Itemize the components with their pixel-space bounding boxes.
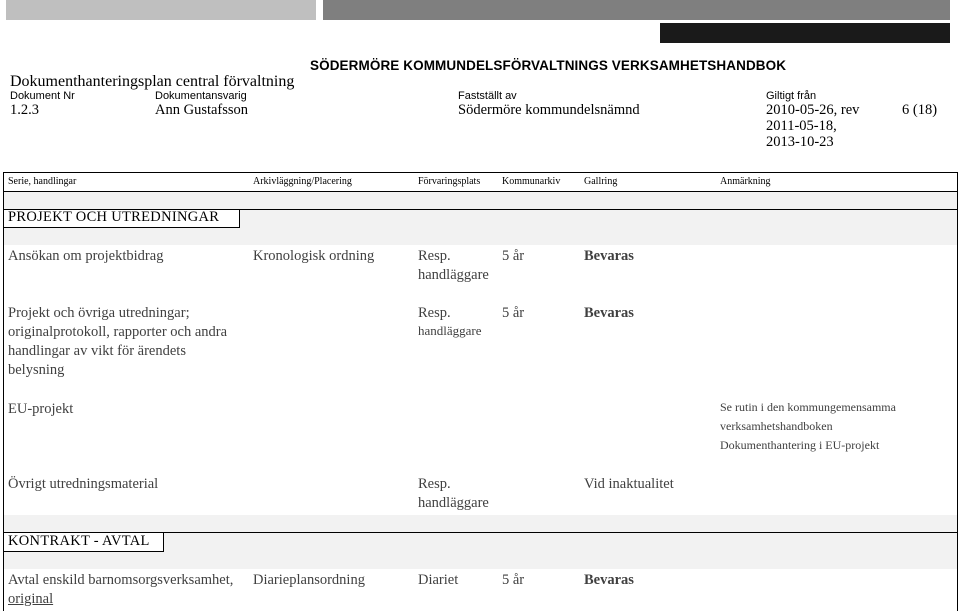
header-bar-dark (323, 0, 950, 20)
document-title: Dokumenthanteringsplan central förvaltning (10, 73, 295, 90)
list-item-serie: Övrigt utredningsmaterial (8, 476, 159, 492)
section1-gray-fill (240, 210, 957, 228)
responsible-value: Ann Gustafsson (155, 102, 249, 118)
table-top-border (3, 172, 958, 173)
valid-from-label: Giltigt från (766, 90, 817, 102)
list-item-gallring: Bevaras (584, 572, 634, 588)
list-item-forvaring: Resp. handläggare (418, 248, 489, 283)
col-kommunarkiv: Kommunarkiv (502, 176, 561, 187)
section2-gray-fill (164, 533, 957, 552)
list-item-serie: Projekt och övriga utredningar; originalprotokoll, rapporter och andra handlingar av vikt för ärendets belysning (8, 305, 228, 378)
list-item-serie: EU-projekt (8, 401, 74, 417)
list-item-kommunarkiv: 5 år (502, 248, 525, 264)
section-title-kontrakt: KONTRAKT - AVTAL (8, 533, 150, 549)
list-item-placering: Diarieplansordning (253, 572, 365, 588)
doc-nr-value: 1.2.3 (10, 102, 39, 118)
page-number: 6 (18) (902, 102, 938, 118)
table-right-border (957, 172, 958, 611)
list-item-gallring: Bevaras (584, 248, 634, 264)
section2-spacer-2 (4, 552, 957, 569)
list-item-kommunarkiv: 5 år (502, 572, 525, 588)
header-bar-black (660, 23, 950, 43)
responsible-label: Dokumentansvarig (155, 90, 247, 102)
list-item-forvaring: Diariet (418, 572, 459, 588)
valid-from-value: 2010-05-26, rev 2011-05-18, 2013-10-23 (766, 102, 860, 150)
section1-spacer (4, 228, 957, 245)
approved-by-label: Fastställt av (458, 90, 517, 102)
spacer-row (4, 192, 957, 209)
list-item-serie: Avtal enskild barnomsorgsverksamhet, original (8, 572, 234, 607)
approved-by-value: Södermöre kommundelsnämnd (458, 102, 640, 118)
col-serie: Serie, handlingar (8, 176, 77, 187)
list-item-gallring: Vid inaktualitet (584, 476, 674, 492)
list-item-forvaring: Resp. handläggare (418, 305, 482, 338)
list-item-placering: Kronologisk ordning (253, 248, 375, 264)
handbook-title: SÖDERMÖRE KOMMUNDELSFÖRVALTNINGS VERKSAMHETSHANDBOK (310, 58, 787, 73)
list-item-gallring: Bevaras (584, 305, 634, 321)
list-item-kommunarkiv: 5 år (502, 305, 525, 321)
section2-spacer (4, 515, 957, 532)
doc-nr-label: Dokument Nr (10, 90, 75, 102)
col-forvaring: Förvaringsplats (418, 176, 481, 187)
col-gallring: Gallring (584, 176, 618, 187)
section-title-projekt: PROJEKT OCH UTREDNINGAR (8, 209, 220, 225)
col-placering: Arkivläggning/Placering (253, 176, 352, 187)
list-item-forvaring: Resp. handläggare (418, 476, 489, 511)
header-bar-light (6, 0, 316, 20)
list-item-anmarkning: Se rutin i den kommungemensamma verksamhetshandboken Dokumenthantering i EU-projekt (720, 400, 896, 452)
col-anmarkning: Anmärkning (720, 176, 771, 187)
list-item-serie: Ansökan om projektbidrag (8, 248, 164, 264)
